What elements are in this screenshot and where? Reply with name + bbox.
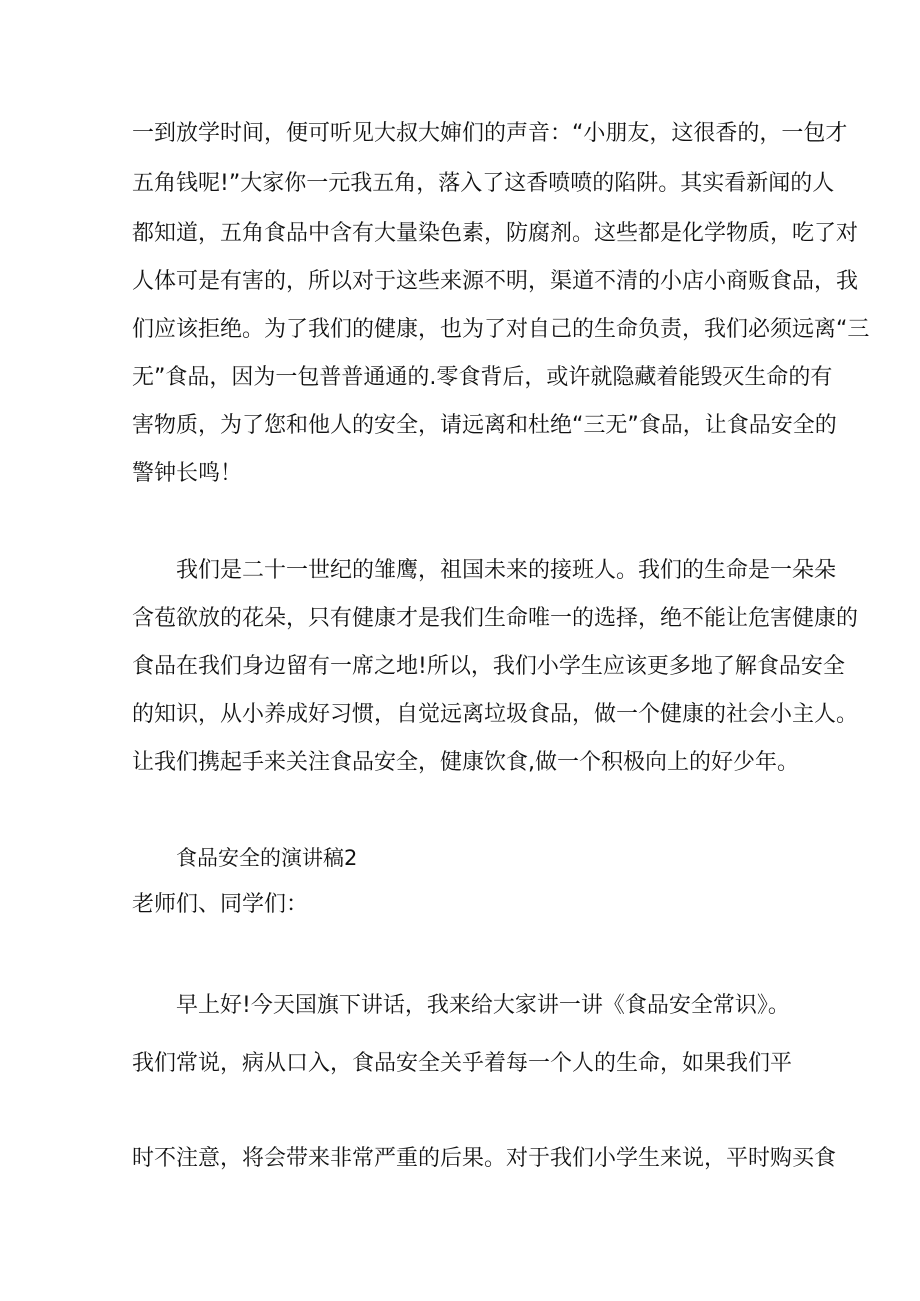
paragraph-line: 警钟长鸣！ [132, 461, 243, 486]
paragraph-line: 我们常说，病从口入，食品安全关乎着每一个人的生命，如果我们平 [132, 1051, 793, 1076]
paragraph-line: 害物质，为了您和他人的安全，请远离和杜绝“三无”食品，让食品安全的 [132, 413, 837, 438]
paragraph-line: 一到放学时间，便可听见大叔大婶们的声音：“小朋友，这很香的，一包才 [132, 121, 848, 146]
paragraph-line: 都知道，五角食品中含有大量染色素，防腐剂。这些都是化学物质，吃了对 [132, 221, 859, 246]
paragraph-line: 人体可是有害的，所以对于这些来源不明，渠道不清的小店小商贩食品，我 [132, 269, 859, 294]
section-title: 食品安全的演讲稿2 [176, 846, 358, 870]
paragraph-line: 时不注意，将会带来非常严重的后果。对于我们小学生来说，平时购买食 [132, 1146, 837, 1171]
paragraph-line: 的知识，从小养成好习惯，自觉远离垃圾食品，做一个健康的社会小主人。 [132, 702, 859, 727]
paragraph-line: 食品在我们身边留有一席之地!所以，我们小学生应该更多地了解食品安全 [132, 654, 845, 679]
paragraph-line: 含苞欲放的花朵，只有健康才是我们生命唯一的选择，绝不能让危害健康的 [132, 606, 859, 631]
paragraph-line: 五角钱呢!”大家你一元我五角，落入了这香喷喷的陷阱。其实看新闻的人 [132, 171, 835, 196]
paragraph-line: 们应该拒绝。为了我们的健康，也为了对自己的生命负责，我们必须远离“三 [132, 317, 870, 342]
paragraph-line: 让我们携起手来关注食品安全，健康饮食,做一个积极向上的好少年。 [132, 750, 799, 775]
paragraph-line: 我们是二十一世纪的雏鹰，祖国未来的接班人。我们的生命是一朵朵 [176, 558, 837, 583]
paragraph-line: 早上好!今天国旗下讲话，我来给大家讲一讲《食品安全常识》。 [176, 993, 790, 1018]
paragraph-line: 无”食品，因为一包普普通通的.零食背后，或许就隐藏着能毁灭生命的有 [132, 365, 833, 390]
salutation: 老师们、同学们： [132, 892, 309, 917]
